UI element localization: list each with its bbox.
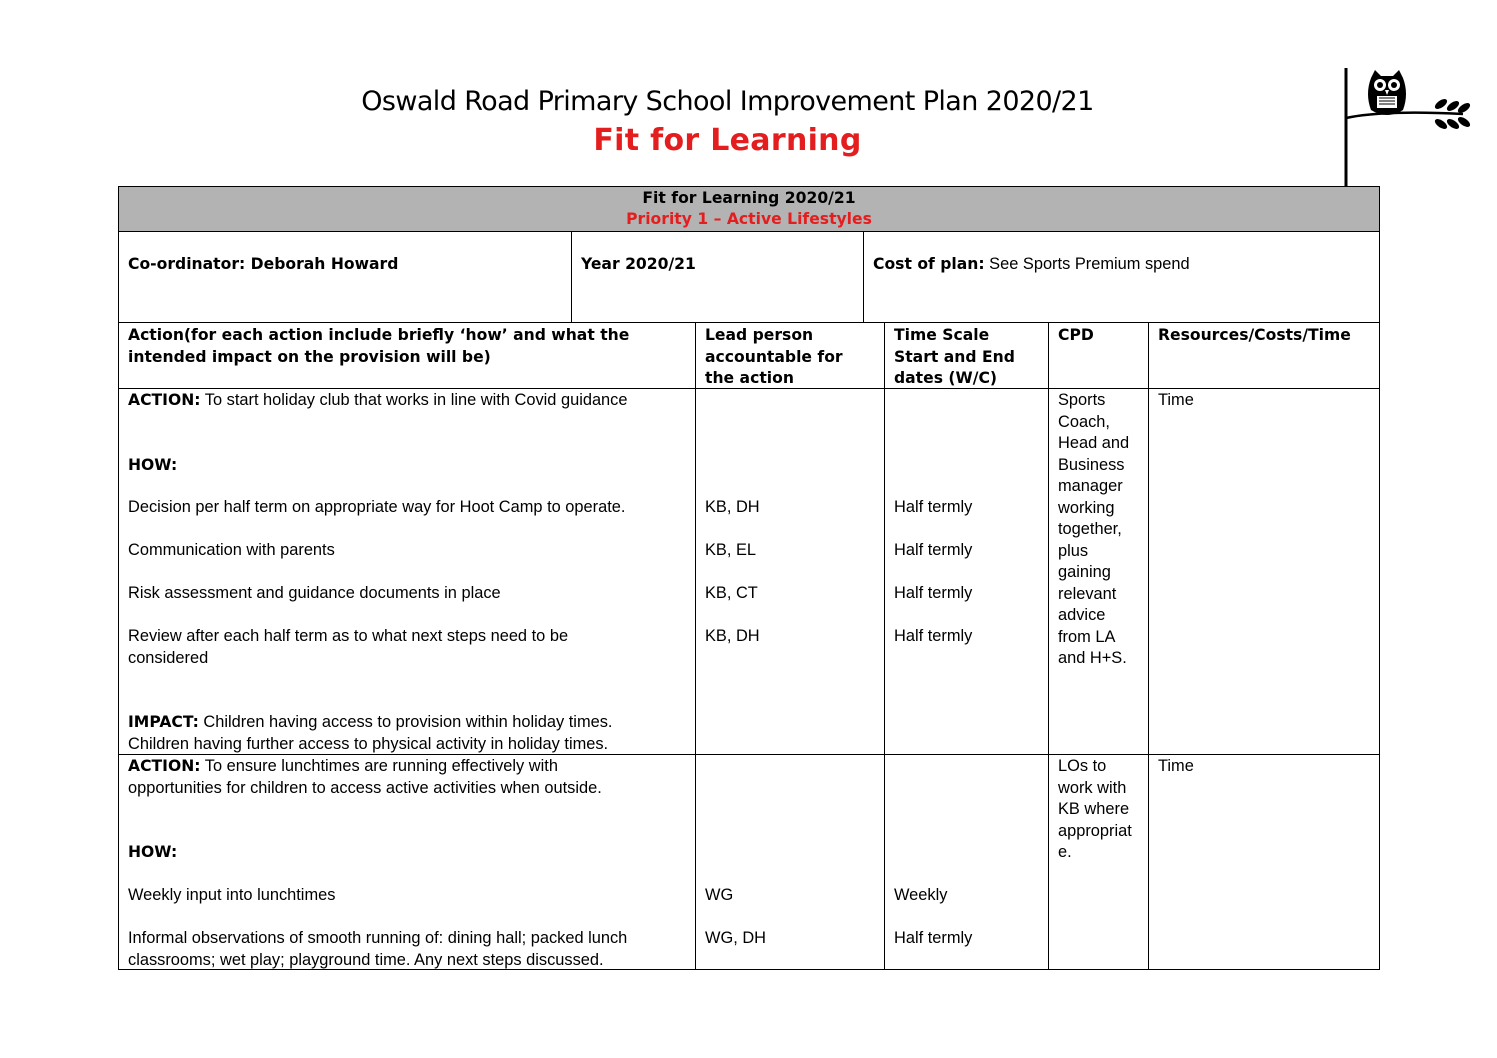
row2-step2: Informal observations of smooth running of: dining hall; packed lunch classrooms; wet play; playground time. Any next steps discussed. [128, 929, 628, 969]
row1-step1-time: Half termly [894, 498, 973, 516]
row1-how-label: HOW: [128, 456, 178, 474]
row2-action: ACTION: To ensure lunchtimes are running effectively with opportunities for children to access active activities when outside. [128, 757, 602, 797]
col-header-action: Action(for each action include briefly ‘how’ and what the intended impact on the provision will be) [128, 326, 630, 366]
row2-step1: Weekly input into lunchtimes [128, 886, 336, 904]
page-subtitle: Fit for Learning [593, 123, 862, 158]
row1-step2-time: Half termly [894, 541, 973, 559]
row2-step1-lead: WG [705, 886, 734, 904]
row2-step1-time: Weekly [894, 886, 948, 904]
page-title: Oswald Road Primary School Improvement Plan 2020/21 [361, 86, 1094, 117]
row1-step2-lead: KB, EL [705, 541, 757, 559]
row1-step3-lead: KB, CT [705, 584, 758, 602]
row2-step2-lead: WG, DH [705, 929, 767, 947]
col-header-lead: Lead person accountable for the action [705, 326, 843, 387]
row2-cpd: LOs to work with KB where appropriat e. [1058, 757, 1132, 861]
row1-step4-time: Half termly [894, 627, 973, 645]
row2-step2-time: Half termly [894, 929, 973, 947]
row1-step4-lead: KB, DH [705, 627, 760, 645]
row2-resources: Time [1158, 757, 1194, 775]
col-header-cpd: CPD [1058, 326, 1094, 344]
coordinator: Co-ordinator: Deborah Howard [128, 255, 399, 273]
row1-impact: IMPACT: Children having access to provision within holiday times. Children having further access to physical activity in holiday times. [128, 713, 613, 753]
row1-step1-lead: KB, DH [705, 498, 760, 516]
plan-year: Year 2020/21 [581, 255, 696, 273]
owl-logo-icon [1343, 68, 1473, 188]
row1-step1: Decision per half term on appropriate way for Hoot Camp to operate. [128, 498, 626, 516]
row1-step3: Risk assessment and guidance documents in place [128, 584, 501, 602]
row1-cpd: Sports Coach, Head and Business manager working together, plus gaining relevant advice from LA and H+S. [1058, 391, 1130, 667]
plan-info-row [118, 231, 1380, 323]
col-header-resources: Resources/Costs/Time [1158, 326, 1351, 344]
row2-how-label: HOW: [128, 843, 178, 861]
row1-step2: Communication with parents [128, 541, 335, 559]
plan-cost: Cost of plan: See Sports Premium spend [873, 255, 1190, 273]
banner-title: Fit for Learning 2020/21 [642, 189, 856, 207]
row1-resources: Time [1158, 391, 1194, 409]
row1-step3-time: Half termly [894, 584, 973, 602]
col-header-time: Time Scale Start and End dates (W/C) [894, 326, 1015, 387]
row1-step4: Review after each half term as to what next steps need to be considered [128, 627, 569, 667]
row1-action: ACTION: To start holiday club that works in line with Covid guidance [128, 391, 628, 409]
banner-priority: Priority 1 – Active Lifestyles [626, 210, 872, 228]
